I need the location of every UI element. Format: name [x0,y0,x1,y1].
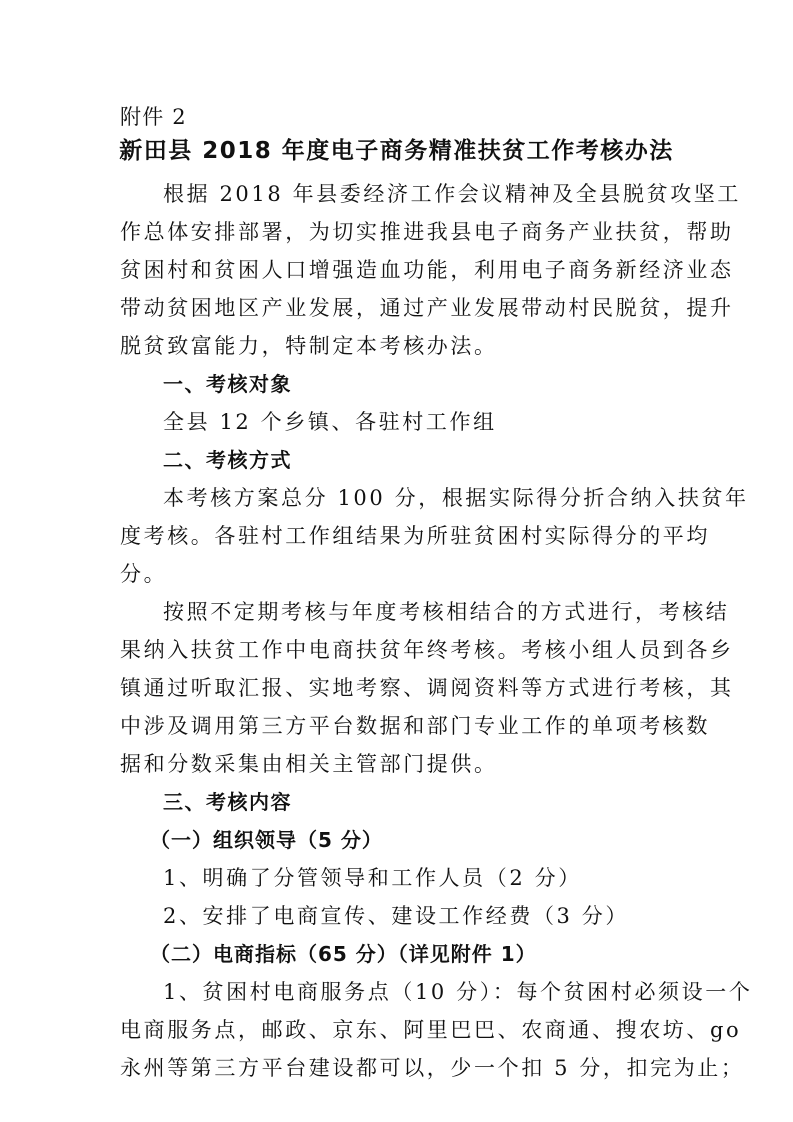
subsection-heading-ecommerce: （二）电商指标（65 分）（详见附件 1） [150,942,537,966]
methods-para1-line-3: 分。 [120,562,168,586]
section-targets-text: 全县 12 个乡镇、各驻村工作组 [163,410,497,434]
intro-line-5: 脱贫致富能力，特制定本考核办法。 [120,334,498,358]
subsection-heading-leadership: （一）组织领导（5 分） [150,828,383,852]
ecommerce-item1-line-1: 1、贫困村电商服务点（10 分）：每个贫困村必须设一个 [163,980,753,1004]
methods-para2-line-4: 中涉及调用第三方平台数据和部门专业工作的单项考核数 [120,714,710,738]
methods-para2-line-3: 镇通过听取汇报、实地考察、调阅资料等方式进行考核，其 [120,676,734,700]
document-title: 新田县 2018 年度电子商务精准扶贫工作考核办法 [119,138,674,164]
methods-para2-line-5: 据和分数采集由相关主管部门提供。 [120,752,498,776]
ecommerce-item1-line-3: 永州等第三方平台建设都可以，少一个扣 5 分，扣完为止； [120,1056,745,1080]
leadership-item-1: 1、明确了分管领导和工作人员（2 分） [163,866,582,890]
methods-para1-line-2: 度考核。各驻村工作组结果为所驻贫困村实际得分的平均 [120,524,710,548]
section-heading-targets: 一、考核对象 [163,372,292,396]
methods-para2-line-1: 按照不定期考核与年度考核相结合的方式进行，考核结 [163,600,730,624]
ecommerce-item1-line-2: 电商服务点，邮政、京东、阿里巴巴、农商通、搜农坊、go [120,1018,742,1042]
intro-line-1: 根据 2018 年县委经济工作会议精神及全县脱贫攻坚工 [163,182,741,206]
section-heading-methods: 二、考核方式 [163,448,292,472]
attachment-label: 附件 2 [120,105,187,129]
methods-para1-line-1: 本考核方案总分 100 分，根据实际得分折合纳入扶贫年 [163,486,749,510]
intro-line-3: 贫困村和贫困人口增强造血功能，利用电子商务新经济业态 [120,258,734,282]
methods-para2-line-2: 果纳入扶贫工作中电商扶贫年终考核。考核小组人员到各乡 [120,638,734,662]
intro-line-2: 作总体安排部署，为切实推进我县电子商务产业扶贫，帮助 [120,220,734,244]
intro-line-4: 带动贫困地区产业发展，通过产业发展带动村民脱贫，提升 [120,296,734,320]
leadership-item-2: 2、安排了电商宣传、建设工作经费（3 分） [163,904,629,928]
section-heading-content: 三、考核内容 [163,790,292,814]
